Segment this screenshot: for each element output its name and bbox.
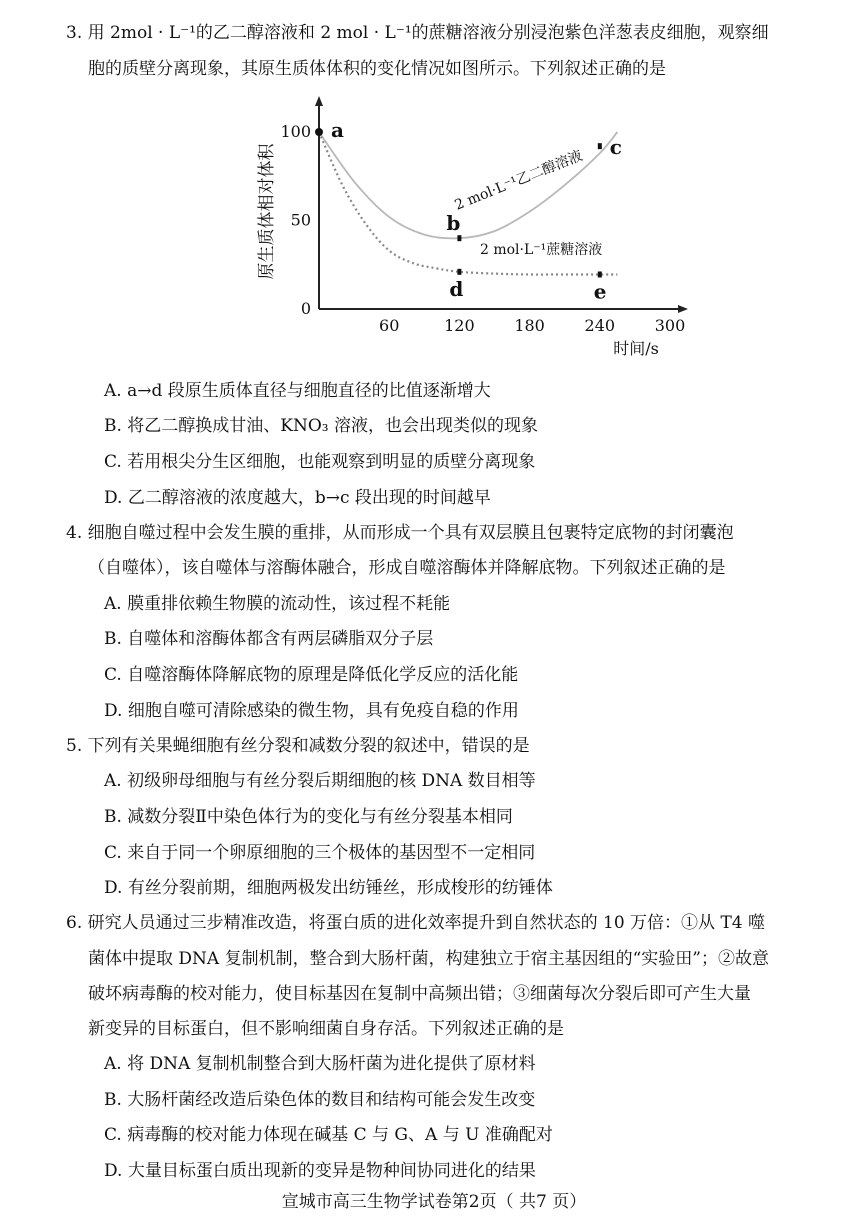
point-label-e: e — [593, 279, 607, 304]
question-6-line-3: 破坏病毒酶的校对能力，使目标基因在复制中高频出错；③细菌每次分裂后即可产生大量 — [88, 984, 751, 1004]
question-5-option-d: D. 有丝分裂前期，细胞两极发出纺锤丝，形成梭形的纺锤体 — [104, 878, 553, 898]
question-4-line-1: 4. 细胞自噬过程中会发生膜的重排，从而形成一个具有双层膜且包裹特定底物的封闭囊泡 — [66, 523, 734, 543]
y-tick-label: 0 — [300, 299, 311, 318]
point-e — [598, 271, 602, 277]
x-axis-label: 时间/s — [613, 339, 659, 358]
protoplast-volume-chart — [250, 92, 690, 364]
question-3-option-a: A. a→d 段原生质体直径与细胞直径的比值逐渐增大 — [104, 381, 491, 401]
page-footer: 宣城市高三生物学试卷第2页（ 共7 页） — [281, 1192, 587, 1212]
point-a — [315, 128, 323, 136]
question-6-option-c: C. 病毒酶的校对能力体现在碱基 C 与 G、A 与 U 准确配对 — [104, 1125, 553, 1145]
series-label-ethylene-glycol: 2 mol·L⁻¹乙二醇溶液 — [452, 147, 585, 214]
question-4-option-a: A. 膜重排依赖生物膜的流动性，该过程不耗能 — [104, 594, 451, 614]
x-tick-label: 120 — [444, 316, 475, 335]
y-axis-arrow — [315, 96, 323, 106]
question-4-option-b: B. 自噬体和溶酶体都含有两层磷脂双分子层 — [104, 629, 434, 649]
question-5-option-a: A. 初级卵母细胞与有丝分裂后期细胞的核 DNA 数目相等 — [104, 771, 536, 791]
question-6-option-b: B. 大肠杆菌经改造后染色体的数目和结构可能会发生改变 — [104, 1090, 536, 1110]
question-3-option-d: D. 乙二醇溶液的浓度越大，b→c 段出现的时间越早 — [104, 488, 491, 508]
point-c — [598, 143, 602, 149]
question-6-line-1: 6. 研究人员通过三步精准改造，将蛋白质的进化效率提升到自然状态的 10 万倍：①从 T4 噬 — [66, 913, 766, 933]
y-axis-label: 原生质体相对体积 — [257, 143, 277, 280]
y-tick-label: 50 — [290, 210, 311, 230]
point-label-a: a — [331, 118, 344, 142]
question-3-option-b: B. 将乙二醇换成甘油、KNO₃ 溶液，也会出现类似的现象 — [104, 416, 539, 436]
question-6-option-a: A. 将 DNA 复制机制整合到大肠杆菌为进化提供了原材料 — [104, 1054, 536, 1074]
question-6-option-d: D. 大量目标蛋白质出现新的变异是物种间协同进化的结果 — [104, 1161, 536, 1181]
question-3-line-2: 胞的质壁分离现象，其原生质体体积的变化情况如图所示。下列叙述正确的是 — [88, 59, 666, 79]
question-3-line-1: 3. 用 2mol · L⁻¹的乙二醇溶液和 2 mol · L⁻¹的蔗糖溶液分别浸泡紫色洋葱表皮细胞，观察细 — [66, 23, 769, 43]
x-tick-label: 240 — [584, 316, 616, 335]
point-label-b: b — [446, 211, 461, 236]
x-tick-label: 180 — [514, 316, 545, 335]
question-6-line-2: 菌体中提取 DNA 复制机制，整合到大肠杆菌，构建独立于宿主基因组的“实验田”；②故意 — [88, 949, 769, 969]
question-5-option-c: C. 来自于同一个卵原细胞的三个极体的基因型不一定相同 — [104, 843, 536, 863]
point-label-c: c — [609, 135, 622, 160]
question-4-option-c: C. 自噬溶酶体降解底物的原理是降低化学反应的活化能 — [104, 665, 519, 685]
y-tick-label: 100 — [280, 122, 311, 141]
question-4-option-d: D. 细胞自噬可清除感染的微生物，具有免疫自稳的作用 — [104, 701, 519, 721]
x-tick-label: 60 — [379, 316, 400, 335]
point-label-d: d — [449, 276, 464, 301]
series-label-sucrose: 2 mol·L⁻¹蔗糖溶液 — [480, 242, 603, 258]
question-4-line-2: （自噬体），该自噬体与溶酶体融合，形成自噬溶酶体并降解底物。下列叙述正确的是 — [88, 558, 726, 578]
question-5-line-1: 5. 下列有关果蝇细胞有丝分裂和减数分裂的叙述中，错误的是 — [66, 736, 530, 756]
x-axis-arrow — [678, 305, 688, 313]
point-d — [457, 269, 461, 275]
question-6-line-4: 新变异的目标蛋白，但不影响细菌自身存活。下列叙述正确的是 — [88, 1019, 564, 1039]
point-b — [457, 235, 461, 241]
question-3-option-c: C. 若用根尖分生区细胞，也能观察到明显的质壁分离现象 — [104, 452, 536, 472]
x-tick-label: 300 — [654, 316, 686, 335]
question-5-option-b: B. 减数分裂Ⅱ中染色体行为的变化与有丝分裂基本相同 — [104, 807, 513, 827]
